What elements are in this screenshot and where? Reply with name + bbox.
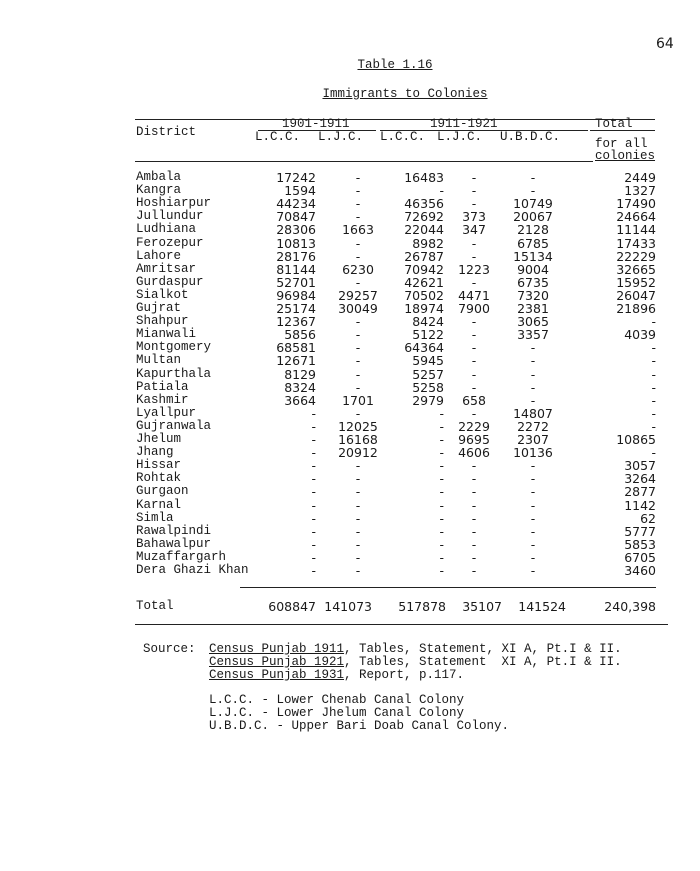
table-row: [136, 433, 656, 446]
table-row: [136, 368, 656, 381]
cell-lcc-1911: -: [439, 432, 444, 447]
cell-ljc-1911: -: [471, 366, 477, 382]
cell-lcc-1901: 81144: [276, 261, 316, 277]
cell-ubdc: 10749: [513, 196, 553, 212]
table-row: [136, 472, 656, 485]
cell-ubdc: 2272: [517, 418, 549, 434]
table-row: [136, 210, 656, 223]
cell-lcc-1901: 1594: [284, 183, 316, 199]
cell-ljc-1911: 373: [462, 209, 486, 225]
district-name: Hissar: [136, 458, 182, 473]
district-name: Gurgaon: [136, 484, 189, 499]
cell-ubdc: -: [530, 484, 536, 500]
cell-ljc-1901: -: [355, 274, 361, 290]
cell-ljc-1901: -: [355, 563, 361, 578]
cell-ubdc: 6785: [517, 235, 549, 251]
cell-ljc-1911: -: [471, 274, 477, 290]
cell-ljc-1911: -: [471, 170, 477, 185]
cell-lcc-1911: 46356: [404, 196, 444, 212]
total-header-rule: [590, 130, 655, 131]
cell-lcc-1911: 5945: [412, 353, 444, 369]
cell-lcc-1901: 12671: [276, 353, 316, 369]
cell-lcc-1901: -: [311, 432, 316, 447]
cell-ljc-1901: -: [355, 353, 361, 369]
cell-ljc-1901: -: [355, 183, 361, 199]
cell-lcc-1911: -: [439, 484, 444, 500]
cell-ljc-1911: -: [471, 248, 477, 264]
district-name: Hoshiarpur: [136, 196, 212, 211]
cell-ljc-1901: -: [355, 235, 361, 251]
district-name: Ambala: [136, 170, 182, 184]
cell-total: 15952: [616, 274, 656, 290]
district-name: Dera Ghazi Khan: [136, 563, 249, 577]
cell-ubdc: 9004: [517, 261, 549, 277]
cell-lcc-1911: 16483: [404, 170, 444, 185]
cell-total: -: [651, 392, 656, 408]
cell-ljc-1901: -: [355, 536, 361, 552]
page-number: 64: [656, 36, 674, 52]
district-name: Kapurthala: [136, 366, 212, 381]
district-name: Muzaffargarh: [136, 549, 227, 564]
cell-lcc-1901: 12367: [276, 314, 316, 330]
cell-ljc-1911: -: [471, 183, 477, 199]
cell-ljc-1911: 347: [462, 222, 486, 238]
cell-ubdc: 2128: [517, 222, 549, 238]
cell-ubdc: 3357: [517, 327, 549, 343]
cell-total: -: [651, 314, 656, 330]
cell-ljc-1911: -: [471, 327, 477, 343]
cell-total: -: [651, 379, 656, 395]
cell-lcc-1901: 28176: [276, 248, 316, 264]
cell-lcc-1911: 42621: [404, 274, 444, 290]
district-name: Kangra: [136, 183, 182, 198]
cell-total: 4039: [624, 327, 656, 343]
cell-total: 3264: [624, 471, 656, 487]
cell-total: -: [651, 340, 656, 356]
cell-ubdc: -: [530, 458, 536, 474]
header-district: District: [136, 125, 197, 139]
cell-lcc-1901: 96984: [276, 287, 316, 303]
cell-total: -: [651, 353, 656, 369]
cell-ljc-1911: 7900: [458, 301, 490, 316]
cell-ubdc: -: [530, 536, 536, 552]
total-lcc-1901: 608847: [268, 599, 316, 614]
cell-ljc-1911: 1223: [458, 261, 490, 277]
cell-total: 21896: [616, 301, 656, 316]
cell-ljc-1901: -: [355, 497, 361, 513]
cell-lcc-1911: 70942: [404, 261, 444, 277]
district-name: Karnal: [136, 497, 182, 512]
header-ljc-2: L.J.C.: [437, 130, 483, 144]
cell-ubdc: 15134: [513, 248, 553, 264]
cell-ljc-1901: 1663: [342, 222, 374, 238]
cell-lcc-1911: 8982: [412, 235, 444, 251]
cell-ubdc: -: [530, 183, 536, 199]
cell-ljc-1911: -: [471, 405, 477, 421]
cell-ljc-1901: 1701: [342, 392, 374, 408]
table-row: [136, 250, 656, 263]
district-name: Gujranwala: [136, 418, 212, 433]
district-name: Rohtak: [136, 471, 182, 486]
cell-lcc-1911: 5122: [412, 327, 444, 343]
district-name: Mianwali: [136, 327, 197, 342]
cell-ljc-1911: -: [471, 379, 477, 395]
cell-lcc-1901: 70847: [276, 209, 316, 225]
district-name: Ferozepur: [136, 235, 204, 250]
source-detail-1931: , Report, p.117.: [344, 668, 465, 682]
cell-lcc-1901: -: [311, 484, 316, 500]
table-row: [136, 381, 656, 394]
table-row: [136, 564, 656, 577]
header-bottom-rule: [135, 161, 593, 162]
cell-lcc-1901: 8324: [284, 379, 316, 395]
source-ref-1921: Census Punjab 1921: [209, 655, 345, 669]
cell-lcc-1911: -: [439, 458, 444, 474]
cell-lcc-1901: 8129: [284, 366, 316, 382]
cell-ljc-1901: -: [355, 484, 361, 500]
table-row: [136, 315, 656, 328]
header-period-1911-1921: 1911-1921: [430, 117, 498, 131]
table-row: [136, 512, 656, 525]
cell-ubdc: -: [530, 366, 536, 382]
cell-ljc-1901: -: [355, 327, 361, 343]
cell-ubdc: -: [530, 510, 536, 526]
total-ljc-1901: 141073: [324, 599, 372, 614]
cell-ljc-1901: 29257: [338, 287, 378, 303]
table-row: [136, 538, 656, 551]
cell-ubdc: 14807: [513, 405, 553, 421]
total-lcc-1911: 517878: [398, 599, 446, 614]
cell-lcc-1901: 10813: [276, 235, 316, 251]
district-name: Montgomery: [136, 340, 212, 355]
cell-lcc-1901: -: [311, 510, 316, 526]
district-name: Simla: [136, 510, 174, 525]
cell-lcc-1911: -: [439, 183, 444, 199]
cell-ubdc: -: [530, 471, 536, 487]
cell-total: 5853: [624, 536, 656, 552]
source-line-3: [209, 669, 464, 683]
cell-ubdc: -: [530, 497, 536, 513]
cell-total: 62: [640, 510, 656, 526]
cell-total: 10865: [616, 432, 656, 447]
cell-ljc-1901: -: [355, 523, 361, 539]
district-name: Bahawalpur: [136, 536, 212, 551]
header-total-line3: colonies: [595, 149, 656, 163]
cell-ubdc: 2307: [517, 432, 549, 447]
cell-lcc-1901: 44234: [276, 196, 316, 212]
header-total-line1: Total: [595, 117, 633, 131]
cell-ljc-1911: -: [471, 353, 477, 369]
table-row: [136, 446, 656, 459]
cell-lcc-1901: -: [311, 549, 316, 565]
cell-lcc-1901: -: [311, 536, 316, 552]
cell-lcc-1911: 5258: [412, 379, 444, 395]
cell-ljc-1911: -: [471, 235, 477, 251]
district-name: Jhang: [136, 445, 174, 460]
header-ubdc: U.B.D.C.: [500, 130, 561, 144]
abbrev-lcc: L.C.C. - Lower Chenab Canal Colony: [209, 693, 465, 707]
cell-ubdc: 20067: [513, 209, 553, 225]
cell-lcc-1911: 26787: [404, 248, 444, 264]
cell-ljc-1911: -: [471, 510, 477, 526]
table-row: [136, 263, 656, 276]
totals-label: Total: [136, 599, 174, 613]
cell-ljc-1911: -: [471, 484, 477, 500]
cell-lcc-1911: 2979: [412, 392, 444, 408]
cell-ljc-1911: -: [471, 196, 477, 212]
cell-ljc-1911: 4471: [458, 287, 490, 303]
source-detail-1921: , Tables, Statement XI A, Pt.I & II.: [344, 655, 622, 669]
source-ref-1931: Census Punjab 1931: [209, 668, 345, 682]
cell-lcc-1911: -: [439, 418, 444, 434]
cell-lcc-1901: -: [311, 418, 316, 434]
totals-row: [136, 599, 656, 613]
cell-lcc-1911: 8424: [412, 314, 444, 330]
table-row: [136, 237, 656, 250]
cell-lcc-1901: 52701: [276, 274, 316, 290]
cell-total: 5777: [624, 523, 656, 539]
cell-ubdc: -: [530, 379, 536, 395]
cell-ubdc: 10136: [513, 445, 553, 461]
cell-lcc-1901: -: [311, 445, 316, 461]
cell-lcc-1901: -: [311, 523, 316, 539]
table-row: [136, 302, 656, 315]
source-detail-1911: , Tables, Statement, XI A, Pt.I & II.: [344, 642, 622, 656]
cell-ljc-1911: 9695: [458, 432, 490, 447]
abbrev-ljc: L.J.C. - Lower Jhelum Canal Colony: [209, 706, 465, 720]
cell-ljc-1901: -: [355, 510, 361, 526]
cell-ljc-1901: 6230: [342, 261, 374, 277]
cell-ljc-1901: 20912: [338, 445, 378, 461]
cell-ljc-1911: -: [471, 536, 477, 552]
cell-ljc-1911: -: [471, 471, 477, 487]
table-row: [136, 289, 656, 302]
district-name: Rawalpindi: [136, 523, 212, 538]
cell-ljc-1901: -: [355, 170, 361, 185]
cell-total: 1142: [624, 497, 656, 513]
cell-lcc-1911: 64364: [404, 340, 444, 356]
district-name: Jullundur: [136, 209, 204, 224]
table-row: [136, 171, 656, 184]
cell-lcc-1901: -: [311, 471, 316, 487]
table-row: [136, 197, 656, 210]
district-name: Gurdaspur: [136, 274, 204, 289]
cell-lcc-1911: 70502: [404, 287, 444, 303]
cell-total: 2877: [624, 484, 656, 500]
table-row: [136, 276, 656, 289]
cell-total: 24664: [616, 209, 656, 225]
cell-ljc-1911: -: [471, 340, 477, 356]
cell-lcc-1901: 3664: [284, 392, 316, 408]
cell-lcc-1901: 68581: [276, 340, 316, 356]
district-name: Jhelum: [136, 432, 182, 446]
district-name: Patiala: [136, 379, 189, 394]
header-total-line2: for all: [595, 137, 648, 151]
cell-ljc-1901: -: [355, 314, 361, 330]
cell-ljc-1901: -: [355, 405, 361, 421]
cell-ljc-1901: -: [355, 379, 361, 395]
cell-ljc-1901: -: [355, 549, 361, 565]
cell-lcc-1901: 5856: [284, 327, 316, 343]
table-row: [136, 485, 656, 498]
cell-total: 26047: [616, 287, 656, 303]
cell-lcc-1911: -: [439, 471, 444, 487]
cell-ljc-1901: -: [355, 196, 361, 212]
cell-ljc-1911: -: [471, 549, 477, 565]
source-label: Source:: [143, 642, 196, 656]
district-name: Sialkot: [136, 287, 189, 302]
header-period-1901-1911: 1901-1911: [282, 117, 350, 131]
abbrev-ubdc: U.B.D.C. - Upper Bari Doab Canal Colony.: [209, 719, 510, 733]
header-lcc-1: L.C.C.: [255, 130, 301, 144]
totals-bottom-rule: [135, 624, 668, 625]
cell-lcc-1901: -: [311, 563, 316, 578]
cell-total: 3057: [624, 458, 656, 474]
cell-total: 22229: [616, 248, 656, 264]
cell-lcc-1901: -: [311, 497, 316, 513]
table-label: Table 1.16: [357, 58, 433, 72]
district-name: Lahore: [136, 248, 182, 263]
table-row: [136, 420, 656, 433]
cell-ljc-1901: 16168: [338, 432, 378, 447]
table-row: [136, 341, 656, 354]
cell-ljc-1901: -: [355, 458, 361, 474]
cell-lcc-1911: 22044: [404, 222, 444, 238]
cell-ljc-1911: 2229: [458, 418, 490, 434]
cell-ubdc: -: [530, 353, 536, 369]
cell-lcc-1911: -: [439, 536, 444, 552]
cell-lcc-1911: -: [439, 523, 444, 539]
district-name: Kashmir: [136, 392, 189, 407]
cell-ubdc: 6735: [517, 274, 549, 290]
cell-ljc-1901: -: [355, 209, 361, 225]
table-row: [136, 551, 656, 564]
total-ubdc: 141524: [518, 599, 566, 614]
cell-ubdc: -: [530, 392, 536, 408]
total-all-colonies: 240,398: [604, 599, 656, 614]
cell-ljc-1911: -: [471, 523, 477, 539]
totals-top-rule: [240, 587, 656, 588]
cell-lcc-1901: 25174: [276, 301, 316, 316]
cell-ljc-1911: -: [471, 563, 477, 578]
cell-total: 2449: [624, 170, 656, 185]
table-row: [136, 407, 656, 420]
cell-lcc-1911: -: [439, 497, 444, 513]
cell-ljc-1901: -: [355, 366, 361, 382]
cell-ubdc: -: [530, 549, 536, 565]
cell-lcc-1911: 72692: [404, 209, 444, 225]
table-title: Immigrants to Colonies: [322, 87, 488, 101]
table-row: [136, 223, 656, 236]
cell-total: -: [651, 405, 656, 421]
cell-ljc-1911: -: [471, 497, 477, 513]
district-name: Shahpur: [136, 314, 189, 329]
cell-total: 32665: [616, 261, 656, 277]
cell-total: -: [651, 445, 656, 461]
cell-lcc-1911: -: [439, 445, 444, 461]
cell-lcc-1901: -: [311, 458, 316, 474]
table-row: [136, 354, 656, 367]
table-row: [136, 459, 656, 472]
cell-total: 3460: [624, 563, 656, 578]
cell-lcc-1901: -: [311, 405, 316, 421]
total-ljc-1911: 35107: [462, 599, 502, 614]
table-row: [136, 394, 656, 407]
cell-ubdc: -: [530, 523, 536, 539]
cell-ubdc: -: [530, 340, 536, 356]
cell-total: 11144: [616, 222, 656, 238]
district-name: Ludhiana: [136, 222, 197, 237]
cell-lcc-1911: -: [439, 563, 444, 578]
cell-total: 6705: [624, 549, 656, 565]
cell-ubdc: 7320: [517, 287, 549, 303]
cell-lcc-1911: 5257: [412, 366, 444, 382]
cell-ljc-1901: -: [355, 248, 361, 264]
district-name: Amritsar: [136, 261, 197, 276]
header-top-rule: [135, 119, 655, 120]
cell-ljc-1911: 658: [462, 392, 486, 408]
district-name: Multan: [136, 353, 182, 368]
cell-ljc-1901: -: [355, 471, 361, 487]
cell-ubdc: 3065: [517, 314, 549, 330]
cell-total: 17490: [616, 196, 656, 212]
cell-ubdc: -: [530, 563, 536, 578]
table-row: [136, 184, 656, 197]
cell-lcc-1901: 17242: [276, 170, 316, 185]
table-row: [136, 328, 656, 341]
cell-ljc-1911: -: [471, 458, 477, 474]
cell-lcc-1901: 28306: [276, 222, 316, 238]
cell-total: 17433: [616, 235, 656, 251]
cell-lcc-1911: -: [439, 510, 444, 526]
cell-total: -: [651, 366, 656, 382]
district-name: Gujrat: [136, 301, 182, 315]
cell-ljc-1901: 12025: [338, 418, 378, 434]
header-lcc-2: L.C.C.: [380, 130, 426, 144]
cell-lcc-1911: 18974: [404, 301, 444, 316]
cell-total: 1327: [624, 183, 656, 199]
header-ljc-1: L.J.C.: [318, 130, 364, 144]
cell-ljc-1911: -: [471, 314, 477, 330]
cell-total: -: [651, 418, 656, 434]
source-ref-1911: Census Punjab 1911: [209, 642, 345, 656]
district-name: Lyallpur: [136, 405, 197, 420]
cell-ljc-1901: -: [355, 340, 361, 356]
cell-lcc-1911: -: [439, 405, 444, 421]
cell-ubdc: -: [530, 170, 536, 185]
cell-lcc-1911: -: [439, 549, 444, 565]
cell-ubdc: 2381: [517, 301, 549, 316]
table-row: [136, 525, 656, 538]
cell-ljc-1901: 30049: [338, 301, 378, 316]
cell-ljc-1911: 4606: [458, 445, 490, 461]
table-row: [136, 499, 656, 512]
